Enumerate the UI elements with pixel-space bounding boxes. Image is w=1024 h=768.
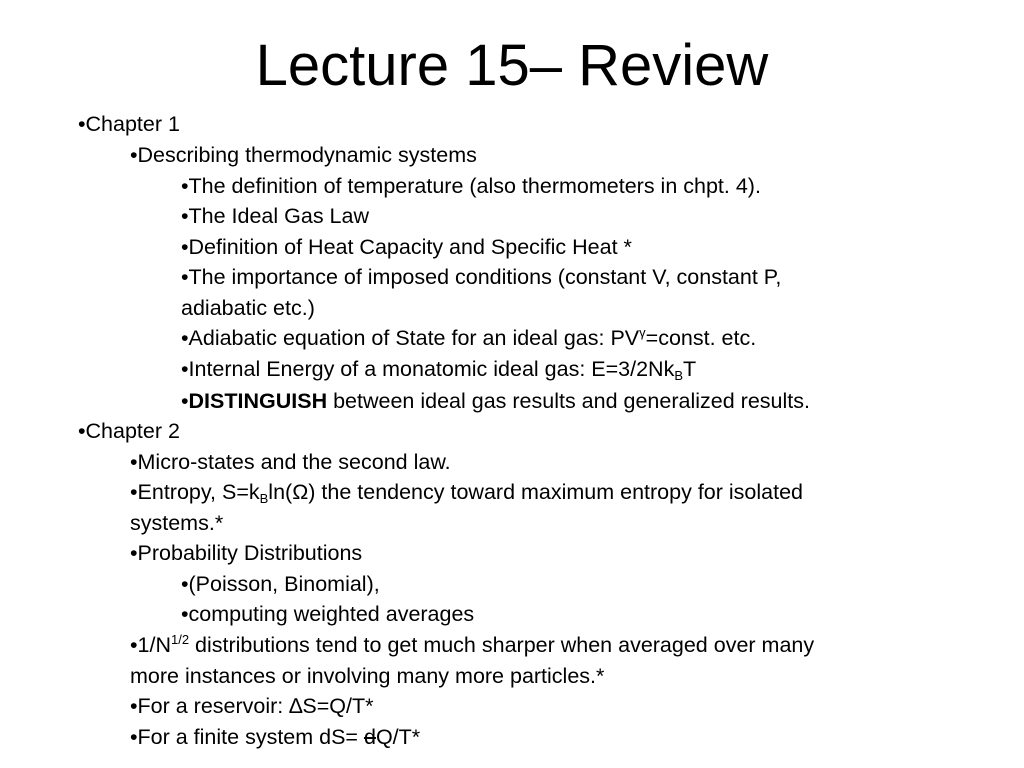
sharper-text: •1/N	[130, 633, 171, 657]
item-sharper-distributions	[130, 630, 814, 660]
sharper-text-end: distributions tend to get much sharper when averaged over many	[189, 633, 815, 657]
finite-text-end: Q/T*	[375, 725, 421, 749]
item-describing-systems: •Describing thermodynamic systems	[130, 143, 477, 167]
entropy-text: •Entropy, S=k	[130, 480, 260, 504]
finite-text: •For a finite system dS=	[130, 725, 364, 749]
internal-energy-text-end: T	[683, 357, 697, 381]
inexact-differential-d: d	[363, 725, 376, 749]
distinguish-bullet: •	[181, 389, 189, 413]
distinguish-bold: DISTINGUISH	[188, 389, 328, 413]
item-imposed-conditions: •The importance of imposed conditions (constant V, constant P,	[181, 265, 782, 289]
boltzmann-subscript: B	[674, 368, 684, 383]
item-poisson-binomial: •(Poisson, Binomial),	[181, 572, 380, 596]
item-entropy-cont: systems.*	[130, 511, 224, 535]
item-finite-system	[130, 722, 420, 752]
item-distinguish	[181, 386, 810, 416]
adiabatic-text-end: =const. etc.	[645, 326, 757, 350]
distinguish-text: between ideal gas results and generalized results.	[327, 389, 810, 413]
internal-energy-text: •Internal Energy of a monatomic ideal gas: E=3/2Nk	[181, 357, 675, 381]
item-heat-capacity: •Definition of Heat Capacity and Specific Heat *	[181, 235, 632, 259]
item-temperature: •The definition of temperature (also thermometers in chpt. 4).	[181, 174, 761, 198]
chapter-1-heading: •Chapter 1	[78, 112, 180, 136]
entropy-subscript: B	[259, 491, 269, 506]
item-imposed-conditions-cont: adiabatic etc.)	[181, 296, 315, 320]
chapter-2-heading: •Chapter 2	[78, 419, 180, 443]
item-sharper-cont: more instances or involving many more particles.*	[130, 664, 605, 688]
item-entropy	[130, 477, 803, 507]
entropy-text-end: ln(Ω) the tendency toward maximum entropy for isolated	[268, 480, 803, 504]
gamma-superscript: γ	[639, 325, 646, 340]
item-probability: •Probability Distributions	[130, 541, 363, 565]
item-adiabatic-equation	[181, 323, 756, 353]
slide-title: Lecture 15– Review	[255, 33, 769, 98]
item-internal-energy	[181, 354, 696, 384]
item-weighted-averages: •computing weighted averages	[181, 602, 475, 626]
item-micro-states: •Micro-states and the second law.	[130, 450, 451, 474]
half-superscript: 1/2	[170, 632, 190, 647]
item-reservoir: •For a reservoir: ∆S=Q/T*	[130, 694, 374, 718]
adiabatic-text: •Adiabatic equation of State for an ideal gas: PV	[181, 326, 640, 350]
item-ideal-gas-law: •The Ideal Gas Law	[181, 204, 369, 228]
